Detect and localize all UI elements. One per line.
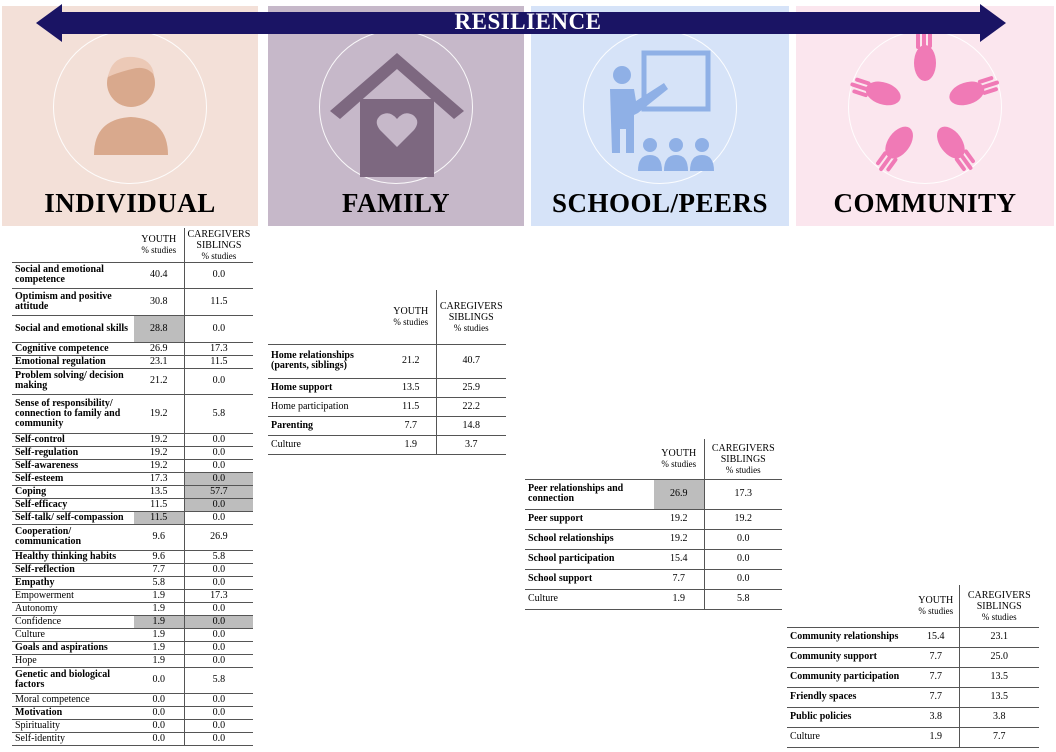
row-label: Self-awareness <box>12 459 134 472</box>
row-label: Self-control <box>12 433 134 446</box>
row-label: Healthy thinking habits <box>12 550 134 563</box>
row-label: Home support <box>268 378 386 397</box>
caregivers-value: 0.0 <box>704 569 782 589</box>
caregivers-value: 5.8 <box>184 550 253 563</box>
table-row <box>12 589 253 602</box>
table-row <box>268 344 506 378</box>
table-header-row <box>268 290 506 344</box>
person-icon <box>54 31 206 183</box>
school-peers-table <box>525 439 782 610</box>
youth-value: 7.7 <box>913 667 959 687</box>
table-row <box>12 342 253 355</box>
youth-value: 13.5 <box>134 485 184 498</box>
youth-value: 23.1 <box>134 355 184 368</box>
youth-value: 7.7 <box>134 563 184 576</box>
table-row <box>12 602 253 615</box>
caregivers-value: 0.0 <box>184 641 253 654</box>
caregivers-header-label: CAREGIVERS <box>711 442 775 454</box>
youth-value: 7.7 <box>913 687 959 707</box>
table-row <box>12 446 253 459</box>
table-header-row <box>787 585 1039 627</box>
caregivers-value: 19.2 <box>704 509 782 529</box>
row-label: Home participation <box>268 397 386 416</box>
caregivers-header <box>704 439 782 479</box>
caregivers-header <box>436 290 506 344</box>
youth-header-sub: % studies <box>141 245 177 256</box>
table-row <box>525 569 782 589</box>
row-label: Empowerment <box>12 589 134 602</box>
community-table <box>787 585 1039 748</box>
youth-value: 19.2 <box>134 394 184 433</box>
youth-value: 17.3 <box>134 472 184 485</box>
header-blank <box>525 439 654 479</box>
caregivers-value: 5.8 <box>184 667 253 693</box>
family-icon-circle <box>319 30 473 184</box>
youth-value: 15.4 <box>913 627 959 647</box>
row-label: School participation <box>525 549 654 569</box>
row-label: Genetic and biological factors <box>12 667 134 693</box>
row-label: Problem solving/ decision making <box>12 368 134 394</box>
youth-value: 0.0 <box>134 706 184 719</box>
youth-value: 5.8 <box>134 576 184 589</box>
row-label: Sense of responsibility/ connection to family and community <box>12 394 134 433</box>
caregivers-value: 13.5 <box>959 667 1039 687</box>
youth-header-label: YOUTH <box>393 306 429 318</box>
header-blank <box>268 290 386 344</box>
caregivers-value: 7.7 <box>959 727 1039 747</box>
youth-value: 7.7 <box>913 647 959 667</box>
youth-value: 0.0 <box>134 667 184 693</box>
youth-header-sub: % studies <box>393 317 429 328</box>
row-label: Confidence <box>12 615 134 628</box>
row-label: Culture <box>268 435 386 454</box>
row-label: Empathy <box>12 576 134 589</box>
table-row <box>525 589 782 609</box>
youth-value: 1.9 <box>134 641 184 654</box>
table-row <box>12 550 253 563</box>
panel-title-community: COMMUNITY <box>833 188 1017 218</box>
youth-value: 1.9 <box>654 589 704 609</box>
table-row <box>525 479 782 509</box>
youth-value: 11.5 <box>134 511 184 524</box>
caregivers-header-label: CAREGIVERS <box>967 589 1031 601</box>
table-row <box>12 524 253 550</box>
caregivers-value: 0.0 <box>184 315 253 342</box>
youth-value: 0.0 <box>134 732 184 745</box>
youth-value: 30.8 <box>134 288 184 315</box>
youth-value: 7.7 <box>654 569 704 589</box>
table-row <box>268 397 506 416</box>
caregivers-value: 0.0 <box>184 563 253 576</box>
row-label: Optimism and positive attitude <box>12 288 134 315</box>
caregivers-value: 26.9 <box>184 524 253 550</box>
row-label: Culture <box>787 727 913 747</box>
youth-header <box>913 585 959 627</box>
youth-value: 1.9 <box>134 615 184 628</box>
individual-icon-circle <box>53 30 207 184</box>
table-row <box>12 576 253 589</box>
table-row <box>12 433 253 446</box>
caregivers-value: 0.0 <box>184 368 253 394</box>
caregivers-header-sub: % studies <box>201 250 237 261</box>
caregivers-value: 0.0 <box>184 602 253 615</box>
table-row <box>12 315 253 342</box>
caregivers-value: 5.8 <box>704 589 782 609</box>
youth-value: 13.5 <box>386 378 436 397</box>
caregivers-value: 0.0 <box>184 472 253 485</box>
table-row <box>268 416 506 435</box>
individual-table <box>12 228 253 746</box>
table-row <box>12 732 253 745</box>
youth-value: 28.8 <box>134 315 184 342</box>
youth-header <box>654 439 704 479</box>
table-row <box>12 667 253 693</box>
youth-value: 7.7 <box>386 416 436 435</box>
caregivers-value: 13.5 <box>959 687 1039 707</box>
caregivers-header-label: CAREGIVERS <box>439 300 503 312</box>
table-row <box>12 472 253 485</box>
caregivers-value: 25.9 <box>436 378 506 397</box>
table-row <box>12 459 253 472</box>
youth-header <box>134 228 184 262</box>
table-row <box>787 647 1039 667</box>
community-icon-circle <box>848 30 1002 184</box>
siblings-header-label: SIBLINGS <box>976 600 1022 612</box>
row-label: Culture <box>525 589 654 609</box>
table-row <box>12 706 253 719</box>
youth-value: 0.0 <box>134 719 184 732</box>
caregivers-value: 25.0 <box>959 647 1039 667</box>
caregivers-value: 14.8 <box>436 416 506 435</box>
caregivers-value: 0.0 <box>184 511 253 524</box>
teacher-classroom-icon <box>584 31 736 183</box>
school-icon-circle <box>583 30 737 184</box>
row-label: Home relationships (parents, siblings) <box>268 344 386 378</box>
youth-value: 15.4 <box>654 549 704 569</box>
table-row <box>268 435 506 454</box>
caregivers-header-sub: % studies <box>453 322 489 333</box>
siblings-header-label: SIBLINGS <box>720 453 766 465</box>
panel-title-individual: INDIVIDUAL <box>44 188 216 218</box>
row-label: Cooperation/ communication <box>12 524 134 550</box>
table-row <box>12 641 253 654</box>
caregivers-value: 0.0 <box>184 262 253 288</box>
table-header-row <box>12 228 253 262</box>
table-row <box>525 529 782 549</box>
siblings-header-label: SIBLINGS <box>196 239 242 251</box>
caregivers-value: 0.0 <box>704 529 782 549</box>
caregivers-value: 0.0 <box>184 433 253 446</box>
row-label: Community support <box>787 647 913 667</box>
youth-value: 1.9 <box>134 602 184 615</box>
row-label: Self-talk/ self-compassion <box>12 511 134 524</box>
youth-value: 3.8 <box>913 707 959 727</box>
table-row <box>787 707 1039 727</box>
row-label: Self-efficacy <box>12 498 134 511</box>
youth-value: 9.6 <box>134 524 184 550</box>
siblings-header-label: SIBLINGS <box>448 311 494 323</box>
caregivers-value: 5.8 <box>184 394 253 433</box>
row-label: Peer support <box>525 509 654 529</box>
table-row <box>12 511 253 524</box>
row-label: Community relationships <box>787 627 913 647</box>
caregivers-value: 40.7 <box>436 344 506 378</box>
row-label: Public policies <box>787 707 913 727</box>
youth-value: 1.9 <box>134 654 184 667</box>
table-row <box>12 628 253 641</box>
caregivers-header-sub: % studies <box>981 611 1017 622</box>
header-blank <box>12 228 134 262</box>
youth-value: 1.9 <box>134 628 184 641</box>
caregivers-value: 3.8 <box>959 707 1039 727</box>
table-row <box>525 549 782 569</box>
caregivers-value: 0.0 <box>184 498 253 511</box>
youth-header-sub: % studies <box>918 606 954 617</box>
hands-circle-icon <box>849 31 1001 183</box>
caregivers-value: 0.0 <box>184 719 253 732</box>
caregivers-value: 0.0 <box>184 654 253 667</box>
row-label: Culture <box>12 628 134 641</box>
row-label: Community participation <box>787 667 913 687</box>
youth-value: 11.5 <box>386 397 436 416</box>
row-label: Moral competence <box>12 693 134 706</box>
row-label: Self-reflection <box>12 563 134 576</box>
row-label: Friendly spaces <box>787 687 913 707</box>
caregivers-header <box>959 585 1039 627</box>
caregivers-header <box>184 228 253 262</box>
table-row <box>12 355 253 368</box>
youth-value: 21.2 <box>134 368 184 394</box>
youth-value: 19.2 <box>134 459 184 472</box>
row-label: Social and emotional competence <box>12 262 134 288</box>
caregivers-value: 17.3 <box>704 479 782 509</box>
row-label: Coping <box>12 485 134 498</box>
caregivers-value: 0.0 <box>184 459 253 472</box>
caregivers-value: 22.2 <box>436 397 506 416</box>
caregivers-value: 17.3 <box>184 342 253 355</box>
panel-title-school-peers: SCHOOL/PEERS <box>551 188 769 218</box>
row-label: Social and emotional skills <box>12 315 134 342</box>
row-label: School support <box>525 569 654 589</box>
youth-header-label: YOUTH <box>141 234 177 246</box>
table-row <box>12 654 253 667</box>
table-row <box>12 719 253 732</box>
row-label: School relationships <box>525 529 654 549</box>
caregivers-value: 0.0 <box>184 693 253 706</box>
row-label: Spirituality <box>12 719 134 732</box>
table-row <box>787 627 1039 647</box>
caregivers-value: 0.0 <box>184 446 253 459</box>
caregivers-header-sub: % studies <box>725 464 761 475</box>
row-label: Self-regulation <box>12 446 134 459</box>
youth-value: 19.2 <box>134 446 184 459</box>
table-row <box>12 394 253 433</box>
caregivers-value: 23.1 <box>959 627 1039 647</box>
table-row <box>12 693 253 706</box>
youth-header-label: YOUTH <box>918 595 954 607</box>
caregivers-value: 0.0 <box>184 615 253 628</box>
caregivers-value: 0.0 <box>184 628 253 641</box>
header-blank <box>787 585 913 627</box>
caregivers-value: 57.7 <box>184 485 253 498</box>
caregivers-value: 0.0 <box>184 706 253 719</box>
caregivers-value: 11.5 <box>184 288 253 315</box>
table-row <box>12 563 253 576</box>
youth-value: 9.6 <box>134 550 184 563</box>
table-row <box>12 368 253 394</box>
table-row <box>525 509 782 529</box>
family-table <box>268 290 506 455</box>
row-label: Goals and aspirations <box>12 641 134 654</box>
row-label: Emotional regulation <box>12 355 134 368</box>
table-row <box>12 262 253 288</box>
table-row <box>787 727 1039 747</box>
row-label: Parenting <box>268 416 386 435</box>
youth-value: 0.0 <box>134 693 184 706</box>
youth-value: 19.2 <box>134 433 184 446</box>
house-heart-icon <box>320 31 472 183</box>
youth-header-sub: % studies <box>661 459 697 470</box>
row-label: Self-identity <box>12 732 134 745</box>
row-label: Autonomy <box>12 602 134 615</box>
caregivers-value: 0.0 <box>184 576 253 589</box>
row-label: Peer relationships and connection <box>525 479 654 509</box>
youth-value: 40.4 <box>134 262 184 288</box>
row-label: Hope <box>12 654 134 667</box>
caregivers-header-label: CAREGIVERS <box>187 228 251 240</box>
table-row <box>12 615 253 628</box>
youth-header <box>386 290 436 344</box>
youth-header-label: YOUTH <box>661 448 697 460</box>
table-row <box>787 667 1039 687</box>
row-label: Self-esteem <box>12 472 134 485</box>
youth-value: 1.9 <box>134 589 184 602</box>
youth-value: 11.5 <box>134 498 184 511</box>
row-label: Motivation <box>12 706 134 719</box>
youth-value: 1.9 <box>913 727 959 747</box>
caregivers-value: 3.7 <box>436 435 506 454</box>
caregivers-value: 11.5 <box>184 355 253 368</box>
table-row <box>787 687 1039 707</box>
youth-value: 19.2 <box>654 529 704 549</box>
table-row <box>268 378 506 397</box>
panel-title-family: FAMILY <box>341 188 450 218</box>
youth-value: 21.2 <box>386 344 436 378</box>
caregivers-value: 0.0 <box>184 732 253 745</box>
resilience-label: RESILIENCE <box>454 9 602 34</box>
youth-value: 26.9 <box>134 342 184 355</box>
table-header-row <box>525 439 782 479</box>
table-row <box>12 498 253 511</box>
table-row <box>12 288 253 315</box>
youth-value: 26.9 <box>654 479 704 509</box>
youth-value: 1.9 <box>386 435 436 454</box>
caregivers-value: 0.0 <box>704 549 782 569</box>
table-row <box>12 485 253 498</box>
youth-value: 19.2 <box>654 509 704 529</box>
row-label: Cognitive competence <box>12 342 134 355</box>
caregivers-value: 17.3 <box>184 589 253 602</box>
